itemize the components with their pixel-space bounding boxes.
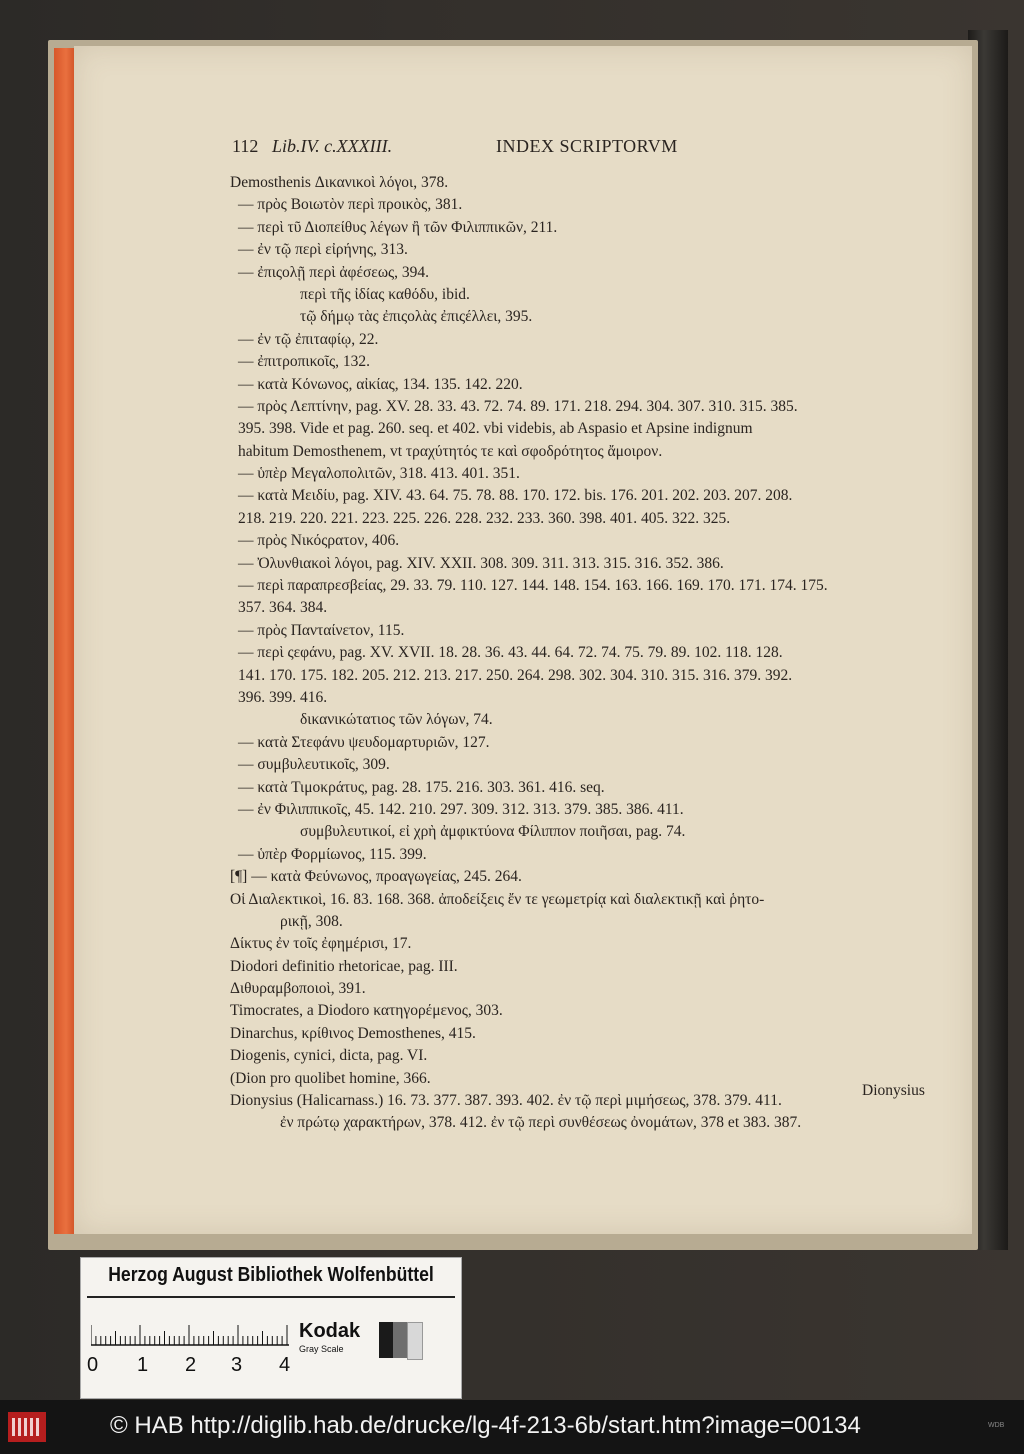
index-entry-line: — συμβυλευτικοῖς, 309. [238, 756, 390, 774]
index-entry-line: περὶ τῆς ἰδίας καθόδυ, ibid. [300, 285, 470, 303]
index-entries [230, 172, 945, 1132]
gray-patch-light [407, 1322, 423, 1360]
copyright-url: © HAB http://diglib.hab.de/drucke/lg-4f-213-6b/start.htm?image=00134 [110, 1412, 861, 1439]
brand-label: Kodak [299, 1320, 361, 1342]
index-entry-line: — ἐν Φιλιππικοῖς, 45. 142. 210. 297. 309. 312. 313. 379. 385. 386. 411. [238, 800, 684, 818]
index-entry-line: ρικῇ, 308. [280, 912, 343, 930]
footer-bar [0, 1400, 1024, 1454]
ruler-label: 2 [185, 1354, 197, 1376]
index-entry-line: Timocrates, a Diodoro κατηγορέμενος, 303. [230, 1002, 503, 1020]
index-entry-line: — περὶ παραπρεσβείας, 29. 33. 79. 110. 127. 144. 148. 154. 163. 166. 169. 170. 171. 174. 175. [238, 577, 828, 595]
index-entry-line: Diodori definitio rhetoricae, pag. III. [230, 957, 458, 975]
index-entry-line: — κατὰ Κόνωνος, αἰκίας, 134. 135. 142. 220. [238, 375, 523, 393]
index-entry-line: — ἐπιςολῇ περὶ ἀφέσεως, 394. [238, 263, 430, 281]
index-entry-line: τῷ δήμῳ τὰς ἐπιςολὰς ἐπιςέλλει, 395. [300, 308, 533, 326]
index-entry-line: 218. 219. 220. 221. 223. 225. 226. 228. 232. 233. 360. 398. 401. 405. 322. 325. [238, 509, 731, 527]
index-entry-line: 395. 398. Vide et pag. 260. seq. et 402. vbi videbis, ab Aspasio et Apsine indignum [238, 420, 753, 438]
ruler-label: 4 [279, 1354, 291, 1376]
gray-patch-mid [393, 1322, 407, 1358]
index-entry-line: — κατὰ Μειδίυ, pag. XIV. 43. 64. 75. 78. 88. 170. 172. bis. 176. 201. 202. 203. 207. 208. [238, 487, 793, 505]
ruler-label: 0 [87, 1354, 99, 1376]
page-number: 112 [232, 136, 259, 156]
index-entry-line: — ἐν τῷ περὶ εἰρήνης, 313. [238, 241, 408, 259]
index-entry-line: — Ὀλυνθιακοὶ λόγοι, pag. XIV. XXII. 308. 309. 311. 313. 315. 316. 352. 386. [238, 554, 724, 572]
index-entry-line: — πρὸς Νικόςρατον, 406. [238, 532, 400, 550]
index-entry-line: — κατὰ Στεφάνυ ψευδομαρτυριῶν, 127. [238, 733, 490, 751]
measure-ruler-icon [91, 1316, 289, 1346]
index-entry-line: δικανικώτατιος τῶν λόγων, 74. [300, 711, 493, 729]
index-entry-line: — περὶ τῦ Διοπείθυς λέγων ἢ τῶν Φιλιππικῶν, 211. [238, 218, 558, 236]
index-entry-line: — πρὸς Βοιωτὸν περὶ προικὸς, 381. [238, 196, 463, 214]
ruler-label: 3 [231, 1354, 243, 1376]
index-entry-line: habitum Demosthenem, vt τραχύτητός τε καὶ σφοδρότητος ἄμοιρον. [238, 442, 663, 460]
color-calibration-card [80, 1257, 462, 1399]
gray-scale-label: Gray Scale [299, 1344, 344, 1354]
index-entry-line: Diogenis, cynici, dicta, pag. VI. [230, 1047, 428, 1065]
index-entry-line: Dionysius (Halicarnass.) 16. 73. 377. 387. 393. 402. ἐν τῷ περὶ μιμήσεως, 378. 379. 411. [230, 1092, 782, 1110]
index-entry-line: 141. 170. 175. 182. 205. 212. 213. 217. 250. 264. 298. 302. 304. 310. 315. 316. 379. 392. [238, 666, 793, 684]
index-entry-line: Dinarchus, κρίθινος Demosthenes, 415. [230, 1024, 476, 1042]
catchword: Dionysius [862, 1082, 925, 1099]
index-entry-line: συμβυλευτικοί, εἰ χρὴ ἀμφικτύονα Φίλιππον ποιῆσαι, pag. 74. [300, 823, 686, 841]
book-reference: Lib.IV. c.XXXIII. [272, 136, 393, 156]
gray-patch-black [379, 1322, 393, 1358]
index-entry-line: (Dion pro quolibet homine, 366. [230, 1069, 431, 1087]
index-entry-line: ἐν πρώτῳ χαρακτήρων, 378. 412. ἐν τῷ περὶ συνθέσεως ὀνομάτων, 378 et 383. 387. [280, 1114, 802, 1132]
library-name: Herzog August Bibliothek Wolfenbüttel [108, 1264, 434, 1286]
index-entry-line: Demosthenis Δικανικοὶ λόγοι, 378. [230, 174, 449, 191]
card-divider [87, 1296, 455, 1298]
index-entry-line: [¶] — κατὰ Φεύνωνος, προαγωγείας, 245. 264. [230, 868, 522, 886]
index-entry-line: 357. 364. 384. [238, 599, 328, 617]
index-entry-line: — ἐπιτροπικοῖς, 132. [238, 353, 370, 371]
hab-logo-icon [8, 1412, 46, 1442]
index-entry-line: — ὑπὲρ Φορμίωνος, 115. 399. [238, 845, 427, 863]
index-entry-line: — πρὸς Λεπτίνην, pag. XV. 28. 33. 43. 72. 74. 89. 171. 218. 294. 304. 307. 310. 315. 385. [238, 397, 798, 415]
footer-mark: WDB [988, 1422, 1005, 1429]
index-entry-line: — ἐν τῷ ἐπιταφίῳ, 22. [238, 330, 379, 348]
index-entry-line: — περὶ ςεφάνυ, pag. XV. XVII. 18. 28. 36. 43. 44. 64. 72. 74. 75. 79. 89. 102. 118. 128. [238, 644, 783, 662]
index-entry-line: Δίκτυς ἐν τοῖς ἐφημέρισι, 17. [230, 935, 412, 953]
index-entry-line: Διθυραμβοποιοὶ, 391. [230, 980, 366, 998]
running-header [232, 136, 932, 162]
page-title: INDEX SCRIPTORVM [496, 136, 678, 156]
index-entry-line: — ὑπὲρ Μεγαλοπολιτῶν, 318. 413. 401. 351. [238, 465, 520, 483]
ruler-label: 1 [137, 1354, 149, 1376]
index-entry-line: 396. 399. 416. [238, 688, 328, 706]
index-entry-line: — πρὸς Πανταίνετον, 115. [238, 621, 405, 639]
index-entry-line: — κατὰ Τιμοκράτυς, pag. 28. 175. 216. 303. 361. 416. seq. [238, 778, 605, 796]
index-entry-line: Οἱ Διαλεκτικοὶ, 16. 83. 168. 368. ἀποδείξεις ἔν τε γεωμετρίᾳ καὶ διαλεκτικῇ καὶ ῥητο- [230, 890, 765, 908]
